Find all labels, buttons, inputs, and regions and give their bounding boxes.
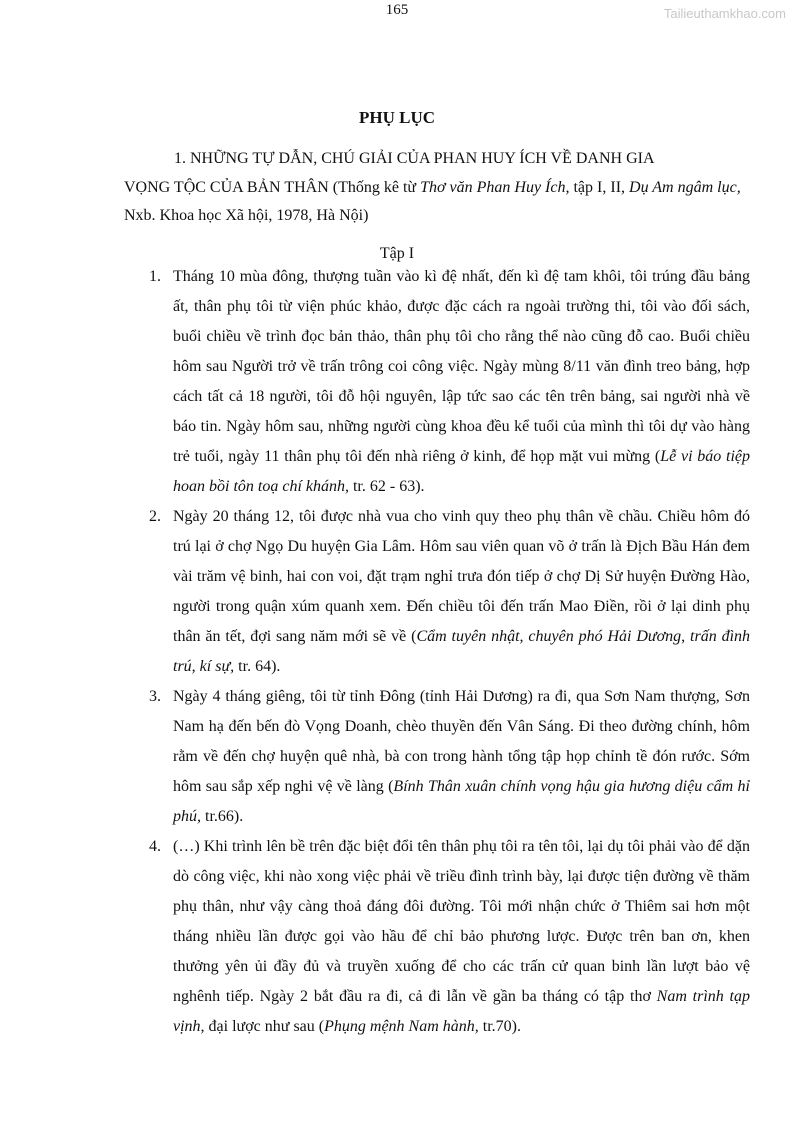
list-item <box>124 682 750 832</box>
item-body: (…) Khi trình lên bề trên đặc biệt đổi tên thân phụ tôi ra tên tôi, lại dụ tôi phải vào để dặn dò công việc, khi nào xong việc phải về triều đình trình bày, lại được tiện đường về thăm phụ thân, như vậy càng thoả đáng đôi đường. Tôi mới nhận chức ở Thiêm sai hơn một tháng nhiều lần được gọi vào hầu để chỉ bảo phương lược. Được trên ban ơn, khen thưởng yên ủi đầy đủ và truyền xuống để cho các trấn cử quan binh lần lượt bảo vệ nghênh tiếp. Ngày 2 bắt đầu ra đi, cả đi lẫn về gần ba tháng có tập thơ <box>173 838 750 1005</box>
item-citation: Cẩm tuyên nhật, chuyên phó Hải Dương, trấn đình trú, kí sự, <box>173 628 751 675</box>
watermark: Tailieuthamkhao.com <box>663 6 786 21</box>
heading-line-1: 1. NHỮNG TỰ DẪN, CHÚ GIẢI CỦA PHAN HUY ÍCH VỀ DANH GIA <box>174 150 655 167</box>
item-tail: tr.66). <box>201 808 244 825</box>
item-text <box>173 262 750 502</box>
item-number: 2. <box>149 508 161 525</box>
page-number: 165 <box>385 2 409 18</box>
item-number: 1. <box>149 268 161 285</box>
item-citation: Lễ vi báo tiệp hoan bồi tôn toạ chí khánh, <box>173 448 750 495</box>
heading-line-2 <box>124 174 752 231</box>
item-body: Tháng 10 mùa đông, thượng tuần vào kì đệ nhất, đến kì đệ tam khôi, tôi trúng đầu bảng ất, thân phụ tôi từ viện phúc khảo, được đặc cách ra ngoài trường thi, tôi vào đối sách, buổi chiều về trình đọc bản thảo, thân phụ tôi cho rằng thể nào cũng đỗ cao. Buổi chiều hôm sau Người trở về trấn trông coi công việc. Ngày mùng 8/11 văn đình treo bảng, hợp cách tất cả 18 người, tôi đỗ hội nguyên, lập tức sao các tên trên bảng, sai người nhà về báo tin. Ngày hôm sau, những người cùng khoa đều kể tuổi của mình thì tôi dự vào hàng trẻ tuổi, ngày 11 thân phụ tôi đến nhà riêng ở kinh, để họp mặt vui mừng ( <box>173 268 750 465</box>
heading-text-c: Nxb. Khoa học Xã hội, 1978, Hà Nội) <box>124 207 369 224</box>
heading-text-a: VỌNG TỘC CỦA BẢN THÂN (Thống kê từ <box>124 178 421 196</box>
heading-book-title-1: Thơ văn Phan Huy Ích, <box>420 178 570 196</box>
entry-list <box>124 262 750 1042</box>
list-item <box>124 502 750 682</box>
item-number: 3. <box>149 688 161 705</box>
item-tail: tr. 64). <box>234 658 281 675</box>
item-text <box>173 832 750 1042</box>
list-item <box>124 262 750 502</box>
item-tail-2: tr.70). <box>478 1018 521 1035</box>
item-text <box>173 682 750 832</box>
item-tail: đại lược như sau ( <box>204 1018 325 1035</box>
item-citation-2: Phụng mệnh Nam hành, <box>324 1018 479 1035</box>
item-citation: Nam trình tạp vịnh, <box>173 988 750 1035</box>
item-tail: tr. 62 - 63). <box>348 478 425 495</box>
heading-book-title-2: Dụ Am ngâm lục, <box>629 178 741 196</box>
section-heading <box>124 145 752 231</box>
item-body: Ngày 20 tháng 12, tôi được nhà vua cho vinh quy theo phụ thân về chầu. Chiều hôm đó trú lại ở chợ Ngọ Du huyện Gia Lâm. Hôm sau viên quan võ ở trấn là Địch Bầu Hán đem vài trăm vệ binh, hai con voi, đặt trạm nghỉ trưa đón tiếp ở chợ Dị Sử huyện Đường Hào, người trong quận xúm quanh xem. Đến chiều tôi đến trấn Mao Điền, rồi ở lại dinh phụ thân ăn tết, đợi sang năm mới sẽ về ( <box>173 508 750 645</box>
list-item <box>124 832 750 1042</box>
item-citation: Bính Thân xuân chính vọng hậu gia hương diệu cẩm hỉ phú, <box>173 778 750 825</box>
item-text <box>173 502 750 682</box>
item-body: Ngày 4 tháng giêng, tôi từ tỉnh Đông (tỉnh Hải Dương) ra đi, qua Sơn Nam thượng, Sơn Nam hạ đến bến đò Vọng Doanh, chèo thuyền đến Vân Sáng. Đi theo đường chính, hôm rằm về đến chợ huyện quê nhà, bà con trong hành tổng tập họp chỉnh tề đón rước. Sớm hôm sau sắp xếp nghi vệ về làng ( <box>173 688 750 795</box>
heading-text-b: tập I, II, <box>569 178 630 196</box>
item-number: 4. <box>149 838 161 855</box>
volume-label: Tập I <box>379 245 415 262</box>
page-title: PHỤ LỤC <box>358 108 436 127</box>
